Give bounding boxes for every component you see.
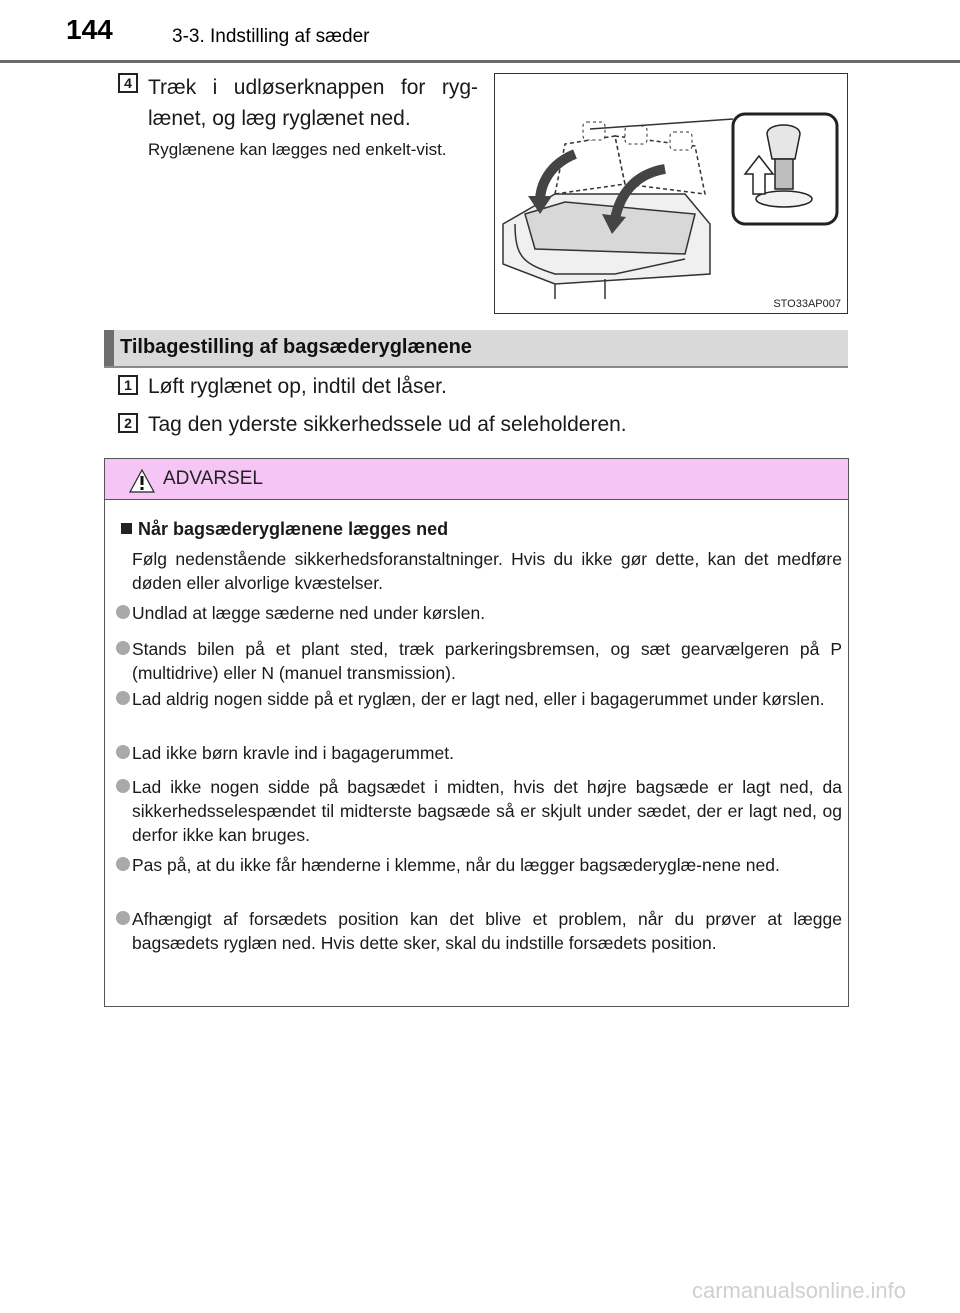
bullet-icon — [116, 745, 130, 759]
bullet-icon — [116, 911, 130, 925]
step-1-text: Løft ryglænet op, indtil det låser. — [148, 375, 447, 398]
square-bullet-icon — [121, 523, 132, 534]
chapter-title: 3-3. Indstilling af sæder — [172, 26, 370, 47]
step-1-number: 1 — [118, 375, 138, 395]
warning-bullet-2: Stands bilen på et plant sted, træk parkeringsbremsen, og sæt gearvælgeren på P (multidrive) eller N (manuel transmission). — [132, 639, 842, 683]
warning-bullet-3: Lad aldrig nogen sidde på et ryglæn, der er lagt ned, eller i bagagerummet under kørslen. — [132, 689, 825, 709]
bullet-icon — [116, 857, 130, 871]
warning-bullet-1: Undlad at lægge sæderne ned under kørslen. — [132, 603, 486, 623]
page-number: 144 — [66, 14, 113, 45]
section-divider — [104, 366, 848, 368]
figure-code: STO33AP007 — [773, 298, 841, 310]
warning-bullet-6: Pas på, at du ikke får hænderne i klemme, når du lægger bagsæderyglæ-nene ned. — [132, 855, 780, 875]
header-divider — [0, 60, 960, 63]
bullet-icon — [116, 641, 130, 655]
bullet-icon — [116, 779, 130, 793]
section-accent — [104, 330, 114, 366]
warning-bullet-7: Afhængigt af forsædets position kan det blive et problem, når du prøver at lægge bagsædets ryglæn ned. Hvis dette sker, skal du indstille forsædets position. — [132, 909, 842, 953]
step-2-text: Tag den yderste sikkerhedssele ud af seleholderen. — [148, 413, 627, 436]
section-title: Tilbagestilling af bagsæderyglænene — [120, 336, 472, 358]
seat-fold-illustration — [494, 73, 848, 314]
warning-header — [105, 459, 848, 500]
warning-triangle-icon — [129, 469, 155, 493]
warning-title: ADVARSEL — [163, 468, 263, 489]
warning-intro: Følg nedenstående sikkerhedsforanstaltninger. Hvis du ikke gør dette, kan det medføre døden eller alvorlige kvæstelser. — [132, 549, 842, 593]
watermark: carmanualsonline.info — [692, 1278, 907, 1303]
section-heading-bar — [104, 330, 848, 366]
warning-subtitle — [121, 519, 448, 540]
bullet-icon — [116, 691, 130, 705]
step-4-note: Ryglænene kan lægges ned enkelt-vist. — [148, 140, 447, 159]
step-4-number: 4 — [118, 73, 138, 93]
warning-bullet-4: Lad ikke børn kravle ind i bagagerummet. — [132, 743, 454, 763]
step-4-text: Træk i udløserknappen for ryg-lænet, og læg ryglænet ned. — [148, 76, 478, 130]
warning-subtitle-text: Når bagsæderyglænene lægges ned — [138, 519, 449, 539]
folding-rear-seat-drawing — [495, 74, 847, 313]
warning-box — [104, 458, 849, 1007]
bullet-icon — [116, 605, 130, 619]
step-2-number: 2 — [118, 413, 138, 433]
warning-bullet-5: Lad ikke nogen sidde på bagsædet i midten, hvis det højre bagsæde er lagt ned, da sikkerhedsselespændet til midterste bagsæde så er skjult under sædet, der er lagt ned, og derfor ikke kan bruges. — [132, 777, 842, 845]
